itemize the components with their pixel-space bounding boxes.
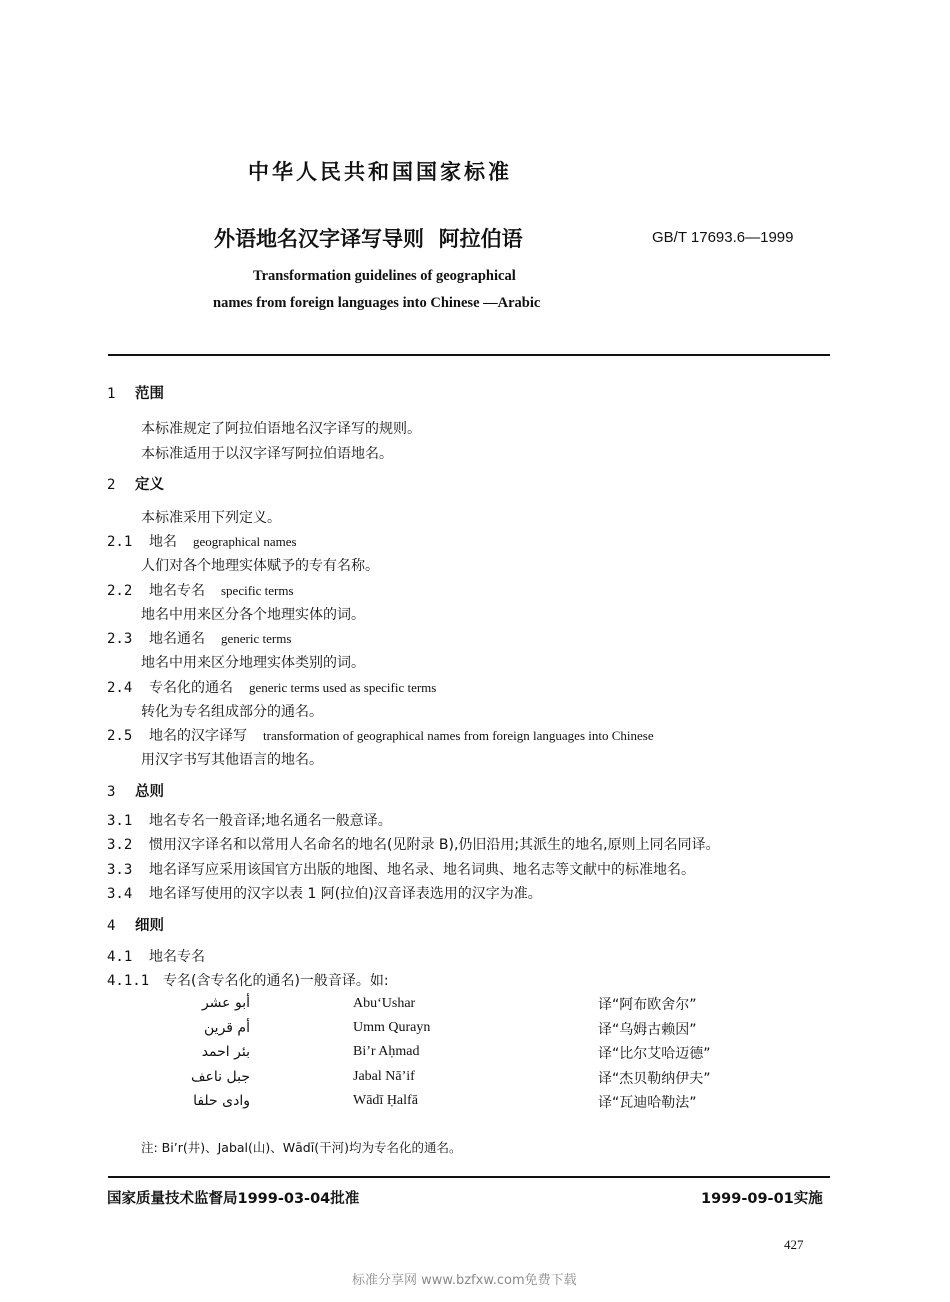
standard-number: GB/T 17693.6—1999 [652, 229, 794, 246]
term-en: geographical names [193, 534, 297, 549]
section-3-heading [107, 780, 164, 801]
term-zh: 地名专名 [149, 583, 205, 599]
definition-2-2-text: 地名中用来区分各个地理实体的词。 [141, 607, 365, 623]
clause-number: 2.5 [107, 728, 133, 744]
term-zh: 地名通名 [149, 631, 205, 647]
issued-by: 国家质量技术监督局1999-03-04批准 [107, 1191, 360, 1207]
definition-2-1 [107, 531, 297, 551]
clause-3-3 [107, 859, 695, 879]
example-arabic: أم قرين [204, 1020, 250, 1036]
clause-title: 地名专名 [149, 949, 205, 965]
example-roman: Umm Qurayn [353, 1020, 431, 1035]
section-number: 3 [107, 784, 116, 800]
clause-number: 3.2 [107, 837, 133, 853]
section-1-para-2: 本标准适用于以汉字译写阿拉伯语地名。 [141, 446, 393, 462]
example-roman: Wādī Ḥalfā [353, 1093, 418, 1108]
term-en: transformation of geographical names from foreign languages into Chinese [263, 728, 654, 743]
term-en: generic terms [221, 631, 292, 646]
definition-2-2 [107, 580, 294, 600]
clause-number: 3.3 [107, 862, 133, 878]
example-arabic: وادى حلفا [193, 1093, 250, 1109]
term-zh: 地名 [149, 534, 177, 550]
note: 注: Bi’r(井)、Jabal(山)、Wādī(干河)均为专名化的通名。 [141, 1140, 462, 1155]
example-arabic: أبو عشر [201, 995, 250, 1011]
example-roman: Abu‘Ushar [353, 996, 416, 1011]
clause-text: 地名译写使用的汉字以表 1 阿(拉伯)汉音译表选用的汉字为准。 [149, 886, 542, 902]
section-4-heading [107, 914, 164, 935]
term-en: generic terms used as specific terms [249, 680, 437, 695]
org-title: 中华人民共和国国家标准 [248, 160, 512, 184]
clause-number: 3.4 [107, 886, 133, 902]
term-zh: 地名的汉字译写 [149, 728, 247, 744]
clause-text: 专名(含专名化的通名)一般音译。如: [163, 973, 389, 989]
definition-2-5-text: 用汉字书写其他语言的地名。 [141, 752, 323, 768]
footer-rule [108, 1176, 830, 1178]
section-1-para-1: 本标准规定了阿拉伯语地名汉字译写的规则。 [141, 421, 421, 437]
page-number: 427 [784, 1237, 804, 1252]
definition-2-5 [107, 725, 654, 745]
doc-title: 外语地名汉字译写导则 阿拉伯语 [214, 227, 523, 251]
example-chinese: 译“瓦迪哈勒法” [598, 1095, 697, 1111]
definition-2-4 [107, 677, 436, 697]
section-title: 范围 [135, 386, 164, 402]
definition-2-4-text: 转化为专名组成部分的通名。 [141, 704, 323, 720]
clause-number: 2.3 [107, 631, 133, 647]
clause-number: 4.1.1 [107, 973, 150, 989]
example-roman: Jabal Nā’if [353, 1069, 415, 1084]
clause-3-2 [107, 834, 720, 854]
english-title-line1: Transformation guidelines of geographical [253, 268, 516, 284]
example-chinese: 译“乌姆古赖因” [598, 1022, 697, 1038]
clause-number: 3.1 [107, 813, 133, 829]
section-number: 2 [107, 477, 116, 493]
effective-date: 1999-09-01实施 [701, 1191, 823, 1207]
clause-3-1 [107, 810, 392, 830]
clause-number: 2.2 [107, 583, 133, 599]
watermark: 标准分享网 www.bzfxw.com免费下载 [352, 1273, 577, 1288]
example-chinese: 译“杰贝勒纳伊夫” [598, 1071, 711, 1087]
example-roman: Bi’r Aḥmad [353, 1044, 420, 1059]
example-chinese: 译“阿布欧舍尔” [598, 997, 697, 1013]
section-2-heading [107, 473, 164, 494]
english-title-line2: names from foreign languages into Chinese —Arabic [213, 295, 541, 311]
definition-2-3 [107, 628, 291, 648]
clause-4-1-1 [107, 970, 389, 990]
clause-number: 2.4 [107, 680, 133, 696]
term-zh: 专名化的通名 [149, 680, 233, 696]
clause-text: 地名译写应采用该国官方出版的地图、地名录、地名词典、地名志等文献中的标准地名。 [149, 862, 695, 878]
example-arabic: جبل ناعف [191, 1069, 250, 1085]
clause-number: 2.1 [107, 534, 133, 550]
example-arabic: بئر احمد [201, 1044, 250, 1060]
section-2-intro: 本标准采用下列定义。 [141, 510, 281, 526]
section-title: 细则 [135, 918, 164, 934]
section-number: 1 [107, 386, 116, 402]
clause-3-4 [107, 883, 542, 903]
clause-text: 地名专名一般音译;地名通名一般意译。 [149, 813, 392, 829]
clause-4-1 [107, 946, 205, 966]
definition-2-3-text: 地名中用来区分地理实体类别的词。 [141, 655, 365, 671]
clause-number: 4.1 [107, 949, 133, 965]
example-chinese: 译“比尔艾哈迈德” [598, 1046, 711, 1062]
definition-2-1-text: 人们对各个地理实体赋予的专有名称。 [141, 558, 379, 574]
section-1-heading [107, 382, 164, 403]
header-rule [108, 354, 830, 356]
clause-text: 惯用汉字译名和以常用人名命名的地名(见附录 B),仍旧沿用;其派生的地名,原则上同名同译。 [149, 837, 720, 853]
section-title: 定义 [135, 477, 164, 493]
section-number: 4 [107, 918, 116, 934]
section-title: 总则 [135, 784, 164, 800]
term-en: specific terms [221, 583, 294, 598]
